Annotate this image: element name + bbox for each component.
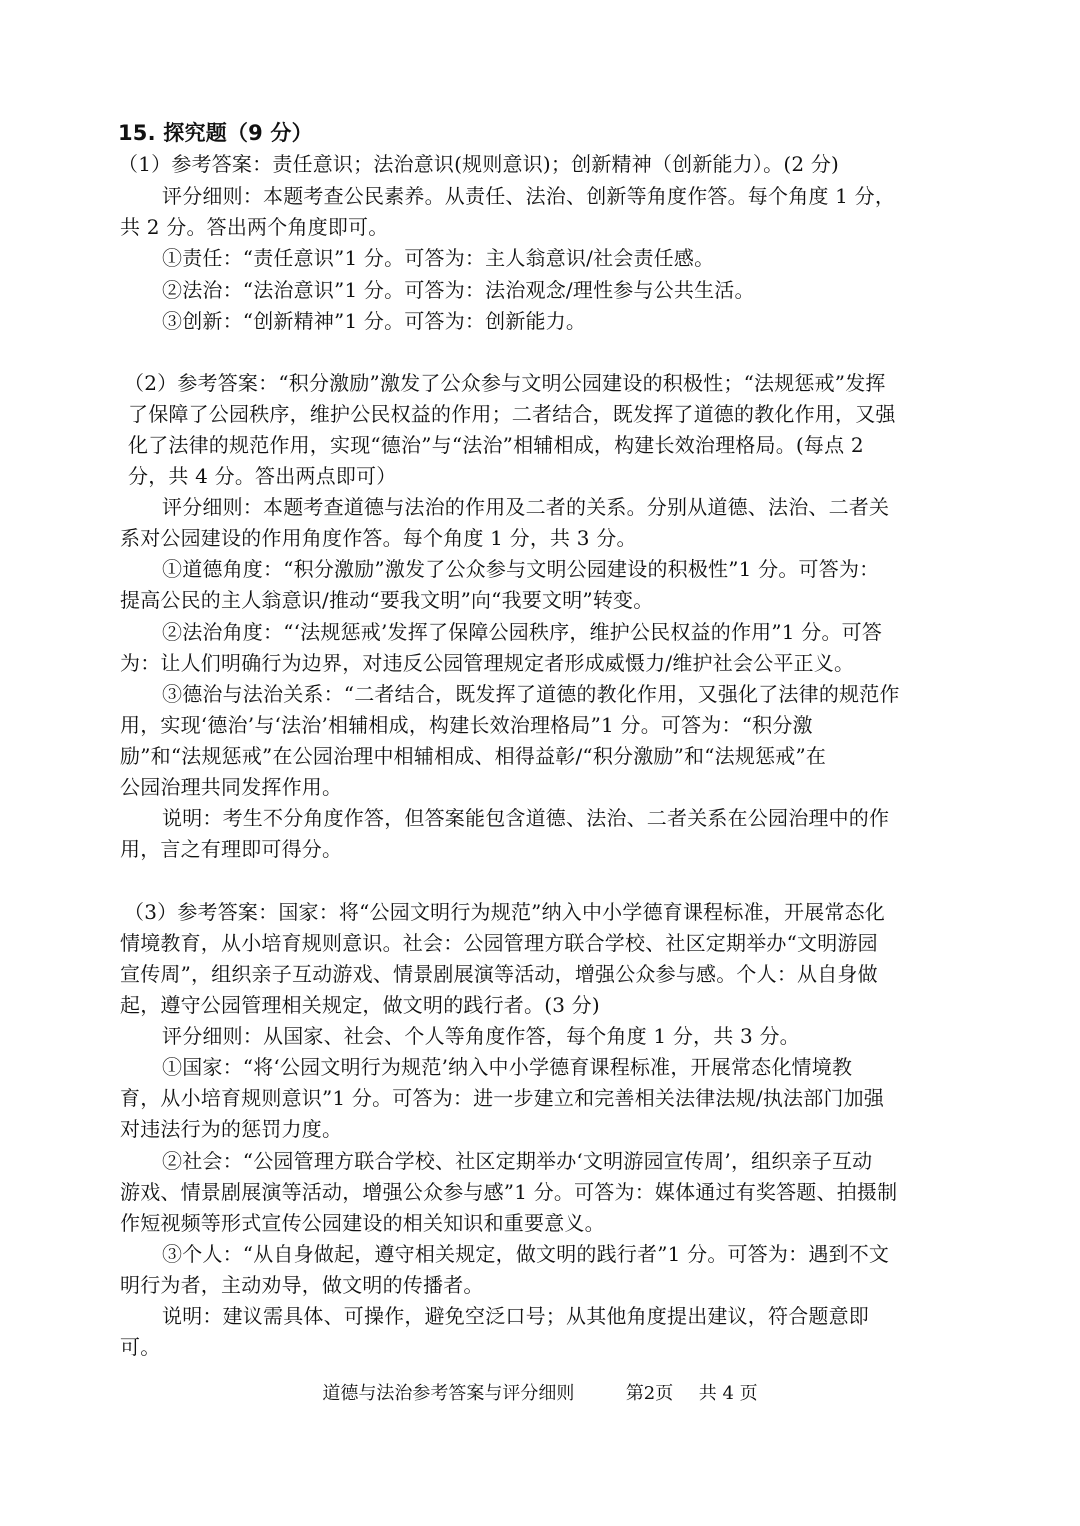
footer-doc-name: 道德与法治参考答案与评分细则 bbox=[322, 1383, 575, 1404]
q3-answer-line4: 起，遵守公园管理相关规定，做文明的践行者。(3 分) bbox=[120, 993, 600, 1017]
q2-point-3-line3: 励”和“法规惩戒”在公园治理中相辅相成、相得益彰/“积分激励”和“法规惩戒”在 bbox=[120, 744, 827, 768]
question-title: 15. 探究题（9 分） bbox=[118, 121, 313, 145]
q3-note-line2: 可。 bbox=[120, 1335, 161, 1359]
q3-point-2-line1: ②社会：“公园管理方联合学校、社区定期举办‘文明游园宣传周’，组织亲子互动 bbox=[162, 1149, 873, 1173]
q2-rule-line1: 评分细则：本题考查道德与法治的作用及二者的关系。分别从道德、法治、二者关 bbox=[162, 495, 890, 519]
q2-rule-line2: 系对公园建设的作用角度作答。每个角度 1 分，共 3 分。 bbox=[120, 526, 637, 550]
q1-rule-line2: 共 2 分。答出两个角度即可。 bbox=[120, 215, 389, 239]
q2-answer-line2: 了保障了公园秩序，维护公民权益的作用；二者结合，既发挥了道德的教化作用，又强 bbox=[128, 402, 896, 426]
q2-answer-line3: 化了法律的规范作用，实现“德治”与“法治”相辅相成，构建长效治理格局。(每点 2 bbox=[128, 433, 864, 457]
q2-point-1-line2: 提高公民的主人翁意识/推动“要我文明”向“我要文明”转变。 bbox=[120, 588, 654, 612]
q3-point-2-line3: 作短视频等形式宣传公园建设的相关知识和重要意义。 bbox=[120, 1211, 605, 1235]
q3-note-line1: 说明：建议需具体、可操作，避免空泛口号；从其他角度提出建议，符合题意即 bbox=[162, 1304, 869, 1328]
q3-answer-line2: 情境教育，从小培育规则意识。社会：公园管理方联合学校、社区定期举办“文明游园 bbox=[120, 931, 878, 955]
q2-point-3-line2: 用，实现‘德治’与‘法治’相辅相成，构建长效治理格局”1 分。可答为：“积分激 bbox=[120, 713, 813, 737]
footer-total-pages: 共 4 页 bbox=[698, 1383, 758, 1404]
footer-page-number: 第2页 bbox=[625, 1383, 674, 1404]
q2-answer-line1: （2）参考答案：“积分激励”激发了公众参与文明公园建设的积极性；“法规惩戒”发挥 bbox=[124, 371, 886, 395]
q3-point-1-line2: 育，从小培育规则意识”1 分。可答为：进一步建立和完善相关法律法规/执法部门加强 bbox=[120, 1086, 885, 1110]
q1-point-2: ②法治：“法治意识”1 分。可答为：法治观念/理性参与公共生活。 bbox=[162, 278, 755, 302]
q3-answer-line3: 宣传周”，组织亲子互动游戏、情景剧展演等活动，增强公众参与感。个人：从自身做 bbox=[120, 962, 878, 986]
q2-note-line1: 说明：考生不分角度作答，但答案能包含道德、法治、二者关系在公园治理中的作 bbox=[162, 806, 890, 830]
q2-point-1-line1: ①道德角度：“积分激励”激发了公众参与文明公园建设的积极性”1 分。可答为： bbox=[162, 557, 880, 581]
q3-point-3-line1: ③个人：“从自身做起，遵守相关规定，做文明的践行者”1 分。可答为：遇到不文 bbox=[162, 1242, 890, 1266]
q1-answer: （1）参考答案：责任意识；法治意识(规则意识)；创新精神（创新能力）。(2 分) bbox=[118, 152, 840, 176]
page-footer bbox=[0, 1380, 1080, 1408]
q3-rule: 评分细则：从国家、社会、个人等角度作答，每个角度 1 分，共 3 分。 bbox=[162, 1024, 800, 1048]
q2-point-2-line2: 为：让人们明确行为边界，对违反公园管理规定者形成威慑力/维护社会公平正义。 bbox=[120, 651, 855, 675]
q2-answer-line4: 分，共 4 分。答出两点即可） bbox=[128, 464, 397, 488]
q3-point-1-line1: ①国家：“将‘公园文明行为规范’纳入中小学德育课程标准，开展常态化情境教 bbox=[162, 1055, 853, 1079]
q3-point-1-line3: 对违法行为的惩罚力度。 bbox=[120, 1117, 343, 1141]
q2-point-2-line1: ②法治角度：“‘法规惩戒’发挥了保障公园秩序，维护公民权益的作用”1 分。可答 bbox=[162, 620, 883, 644]
q1-rule-line1: 评分细则：本题考查公民素养。从责任、法治、创新等角度作答。每个角度 1 分， bbox=[162, 184, 896, 208]
q2-point-3-line4: 公园治理共同发挥作用。 bbox=[120, 775, 343, 799]
q3-point-2-line2: 游戏、情景剧展演等活动，增强公众参与感”1 分。可答为：媒体通过有奖答题、拍摄制 bbox=[120, 1180, 898, 1204]
q3-answer-line1: （3）参考答案：国家：将“公园文明行为规范”纳入中小学德育课程标准，开展常态化 bbox=[124, 900, 885, 924]
q1-point-3: ③创新：“创新精神”1 分。可答为：创新能力。 bbox=[162, 309, 587, 333]
q1-point-1: ①责任：“责任意识”1 分。可答为：主人翁意识/社会责任感。 bbox=[162, 246, 715, 270]
q2-point-3-line1: ③德治与法治关系：“二者结合，既发挥了道德的教化作用，又强化了法律的规范作 bbox=[162, 682, 900, 706]
q2-note-line2: 用，言之有理即可得分。 bbox=[120, 837, 343, 861]
q3-point-3-line2: 明行为者，主动劝导，做文明的传播者。 bbox=[120, 1273, 484, 1297]
